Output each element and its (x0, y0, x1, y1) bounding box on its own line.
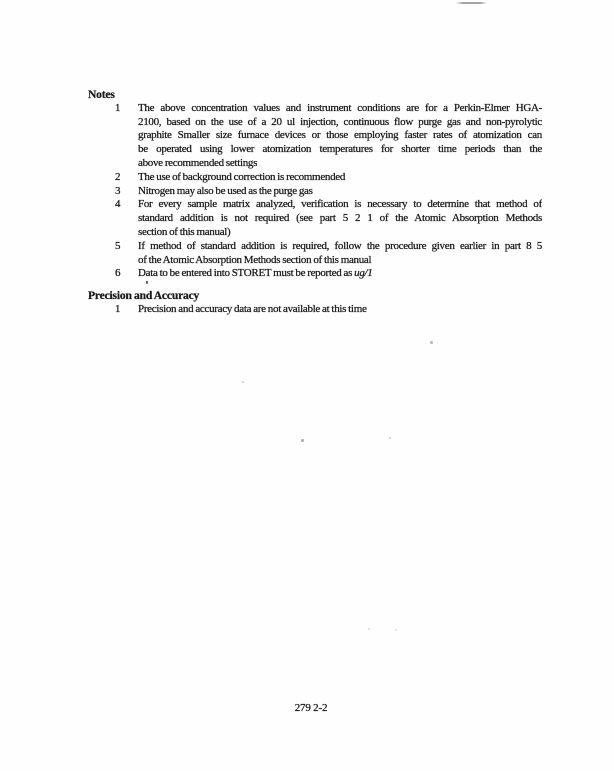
note-text (138, 102, 542, 171)
text-line: If method of standard addition is required, follow the procedure given earlier in part 8 5 (138, 239, 542, 252)
scan-artifact-speck (301, 439, 304, 442)
note-number: 5 (115, 239, 121, 252)
scan-artifact-speck (242, 381, 244, 383)
page-number: 279 2-2 (294, 702, 328, 714)
text-line: standard addition is not required (see part 5 2 1 of the Atomic Absorption Methods (138, 212, 542, 225)
note-item-4 (88, 198, 542, 239)
precision-accuracy-heading: Precision and Accuracy (88, 289, 200, 303)
note-text-plain: Data to be entered into STORET must be reported as (138, 267, 355, 280)
note-text-italic-unit: ug/1 (354, 267, 373, 280)
note-number: 6 (115, 267, 121, 280)
precision-item-1 (88, 303, 542, 317)
note-item-6 (88, 267, 542, 281)
text-line: For every sample matrix analyzed, verification is necessary to determine that method of (138, 198, 542, 211)
note-item-5 (88, 240, 542, 268)
note-text (138, 240, 542, 268)
document-body (88, 88, 542, 317)
note-item-2 (88, 171, 542, 185)
text-line (138, 267, 542, 281)
precision-item-text (138, 303, 542, 317)
note-text (138, 171, 542, 185)
scan-artifact-top-line (456, 2, 487, 4)
note-item-1 (88, 102, 542, 171)
note-number: 2 (115, 170, 121, 183)
note-number: 4 (115, 198, 121, 211)
text-line: section of this manual) (138, 225, 231, 238)
scan-artifact-speck (395, 629, 397, 631)
text-line: The above concentration values and instrument conditions are for a Perkin-Elmer HGA- (138, 101, 542, 114)
precision-item-number: 1 (115, 302, 121, 315)
text-line: 2100, based on the use of a 20 ul injection, continuous flow purge gas and non-pyrolytic (138, 115, 542, 128)
scan-artifact-speck (430, 341, 433, 344)
note-text (138, 198, 542, 239)
note-text (138, 267, 542, 281)
note-number: 3 (115, 184, 121, 197)
text-line: Precision and accuracy data are not available at this time (138, 302, 367, 315)
scan-artifact-speck (368, 628, 370, 630)
note-item-3 (88, 185, 542, 199)
notes-heading: Notes (88, 88, 115, 101)
text-line: above recommended settings (138, 156, 258, 169)
text-line: The use of background correction is recommended (138, 170, 346, 183)
scan-artifact-speck (389, 437, 391, 439)
note-number: 1 (115, 101, 121, 114)
text-line: be operated using lower atomization temperatures for shorter time periods than the (138, 143, 542, 156)
note-text (138, 185, 542, 199)
text-line: of the Atomic Absorption Methods section of this manual (138, 253, 372, 266)
text-line: Nitrogen may also be used as the purge gas (138, 184, 313, 197)
text-line: graphite Smaller size furnace devices or those employing faster rates of atomization can (138, 129, 542, 142)
